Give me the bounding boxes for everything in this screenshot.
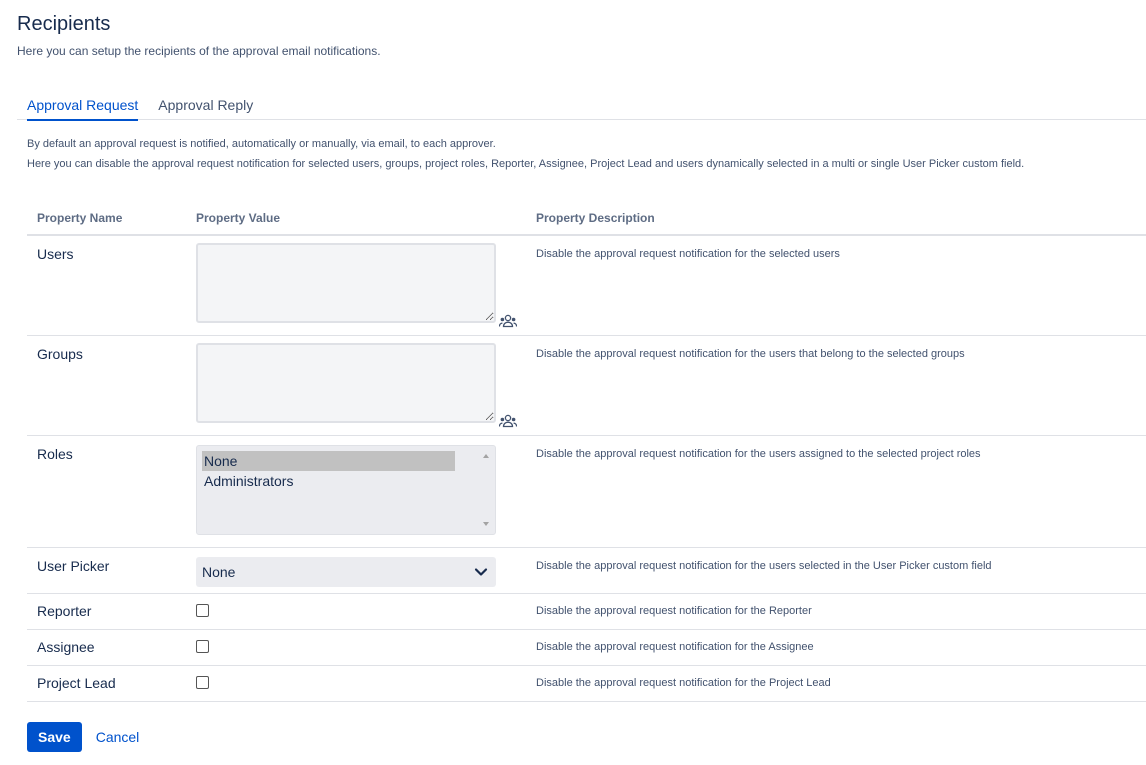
roles-label: Roles [37, 445, 73, 462]
intro-text [27, 134, 1024, 174]
groups-picker-icon[interactable] [499, 414, 517, 428]
users-textarea[interactable] [196, 243, 496, 323]
roles-listbox[interactable] [196, 445, 496, 535]
roles-scrollbar[interactable] [478, 446, 495, 534]
table-row-roles [27, 435, 1146, 547]
form-actions [27, 722, 139, 752]
groups-label: Groups [37, 345, 83, 362]
table-row-groups [27, 335, 1146, 435]
assignee-description: Disable the approval request notification for the Assignee [536, 640, 814, 653]
roles-description: Disable the approval request notification for the users assigned to the selected project roles [536, 447, 981, 460]
user-picker-description: Disable the approval request notification for the users selected in the User Picker custom field [536, 559, 992, 572]
header-property-description: Property Description [526, 201, 1146, 235]
project-lead-label: Project Lead [37, 674, 116, 691]
properties-table [27, 201, 1146, 702]
users-picker-icon[interactable] [499, 314, 517, 328]
tab-approval-reply[interactable]: Approval Reply [158, 97, 254, 113]
chevron-down-icon [474, 565, 488, 579]
table-row-project-lead [27, 665, 1146, 701]
assignee-label: Assignee [37, 638, 95, 655]
table-row-users [27, 235, 1146, 335]
tab-bar [17, 95, 1146, 120]
reporter-label: Reporter [37, 602, 92, 619]
reporter-description: Disable the approval request notification for the Reporter [536, 604, 812, 617]
table-row-user-picker [27, 547, 1146, 593]
assignee-checkbox[interactable] [196, 640, 209, 653]
intro-line-1: By default an approval request is notified, automatically or manually, via email, to each approver. [27, 138, 496, 150]
groups-textarea[interactable] [196, 343, 496, 423]
user-picker-label: User Picker [37, 557, 110, 574]
project-lead-description: Disable the approval request notification for the Project Lead [536, 676, 831, 689]
groups-description: Disable the approval request notification for the users that belong to the selected groups [536, 347, 965, 360]
table-header-row [27, 201, 1146, 235]
cancel-link[interactable]: Cancel [95, 729, 140, 745]
project-lead-checkbox[interactable] [196, 676, 209, 689]
user-picker-selected-value: None [202, 563, 236, 580]
reporter-checkbox[interactable] [196, 604, 209, 617]
intro-line-2: Here you can disable the approval request notification for selected users, groups, project roles, Reporter, Assignee, Project Lead and users dynamically selected in a multi or single User Picker custom field. [27, 158, 1025, 170]
roles-option-none[interactable]: None [202, 451, 455, 471]
tab-approval-request[interactable]: Approval Request [17, 95, 148, 120]
users-label: Users [37, 246, 74, 262]
header-property-name: Property Name [27, 201, 186, 235]
table-row-reporter [27, 593, 1146, 629]
scroll-down-arrow-icon[interactable] [483, 522, 489, 526]
table-row-assignee [27, 629, 1146, 665]
page-subtitle: Here you can setup the recipients of the approval email notifications. [17, 44, 381, 58]
page-title: Recipients [17, 13, 111, 35]
users-description: Disable the approval request notification for the selected users [536, 248, 840, 260]
header-property-value: Property Value [186, 201, 526, 235]
scroll-up-arrow-icon[interactable] [483, 454, 489, 458]
roles-option-administrators[interactable]: Administrators [204, 472, 294, 489]
user-picker-select[interactable] [196, 557, 496, 587]
save-button[interactable]: Save [27, 722, 82, 752]
